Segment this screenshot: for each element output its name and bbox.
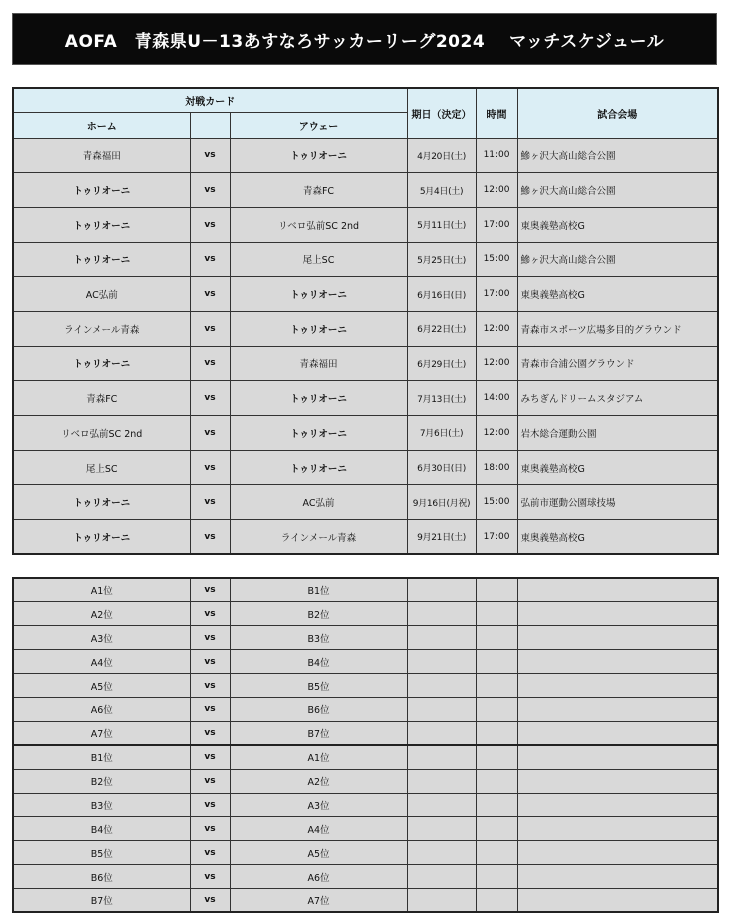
- home-team-cell: 青森FC: [13, 381, 190, 416]
- home-rank-cell: B7位: [13, 889, 190, 913]
- date-cell: [407, 674, 476, 698]
- time-cell: 18:00: [476, 450, 517, 485]
- time-cell: [476, 650, 517, 674]
- home-team-cell: トゥリオーニ: [13, 173, 190, 208]
- away-team-cell: トゥリオーニ: [230, 311, 407, 346]
- match-row: [13, 277, 718, 312]
- header-away: アウェー: [230, 112, 407, 138]
- venue-cell: [517, 650, 718, 674]
- venue-cell: 東奥義塾高校G: [517, 520, 718, 555]
- time-cell: [476, 674, 517, 698]
- date-cell: [407, 745, 476, 769]
- vs-cell: vs: [190, 769, 230, 793]
- header-venue: 試合会場: [517, 88, 718, 138]
- away-team-cell: トゥリオーニ: [230, 450, 407, 485]
- away-rank-cell: B2位: [230, 602, 407, 626]
- away-rank-cell: B5位: [230, 674, 407, 698]
- home-rank-cell: B6位: [13, 865, 190, 889]
- vs-cell: vs: [190, 793, 230, 817]
- away-rank-cell: B4位: [230, 650, 407, 674]
- date-cell: 9月16日(月祝): [407, 485, 476, 520]
- away-team-cell: 尾上SC: [230, 242, 407, 277]
- date-cell: [407, 602, 476, 626]
- time-cell: [476, 697, 517, 721]
- date-cell: 5月11日(土): [407, 207, 476, 242]
- venue-cell: [517, 745, 718, 769]
- time-cell: [476, 626, 517, 650]
- time-cell: 15:00: [476, 242, 517, 277]
- away-team-cell: リベロ弘前SC 2nd: [230, 207, 407, 242]
- time-cell: 15:00: [476, 485, 517, 520]
- venue-cell: 青森市スポーツ広場多目的グラウンド: [517, 311, 718, 346]
- vs-cell: vs: [190, 626, 230, 650]
- match-row: [13, 450, 718, 485]
- date-cell: 5月25日(土): [407, 242, 476, 277]
- away-rank-cell: A4位: [230, 817, 407, 841]
- venue-cell: 鰺ヶ沢大高山総合公園: [517, 173, 718, 208]
- time-cell: [476, 793, 517, 817]
- vs-cell: vs: [190, 138, 230, 173]
- page-title: AOFA 青森県U－13あすなろサッカーリーグ2024 マッチスケジュール: [12, 13, 717, 65]
- date-cell: 7月6日(土): [407, 416, 476, 451]
- away-rank-cell: B3位: [230, 626, 407, 650]
- time-cell: 17:00: [476, 277, 517, 312]
- time-cell: 17:00: [476, 207, 517, 242]
- date-cell: 6月30日(日): [407, 450, 476, 485]
- time-cell: 11:00: [476, 138, 517, 173]
- match-row: [13, 311, 718, 346]
- rank-match-row: [13, 793, 718, 817]
- time-cell: [476, 817, 517, 841]
- away-team-cell: トゥリオーニ: [230, 277, 407, 312]
- home-rank-cell: A4位: [13, 650, 190, 674]
- vs-cell: vs: [190, 841, 230, 865]
- venue-cell: みちぎんドリームスタジアム: [517, 381, 718, 416]
- time-cell: [476, 602, 517, 626]
- time-cell: [476, 865, 517, 889]
- vs-cell: vs: [190, 697, 230, 721]
- home-team-cell: トゥリオーニ: [13, 242, 190, 277]
- header-vs-blank: [190, 112, 230, 138]
- venue-cell: [517, 721, 718, 745]
- venue-cell: 鰺ヶ沢大高山総合公園: [517, 242, 718, 277]
- time-cell: 12:00: [476, 311, 517, 346]
- venue-cell: [517, 841, 718, 865]
- away-team-cell: トゥリオーニ: [230, 138, 407, 173]
- away-team-cell: ラインメール青森: [230, 520, 407, 555]
- date-cell: [407, 865, 476, 889]
- date-cell: [407, 817, 476, 841]
- vs-cell: vs: [190, 346, 230, 381]
- vs-cell: vs: [190, 242, 230, 277]
- away-team-cell: 青森FC: [230, 173, 407, 208]
- date-cell: [407, 793, 476, 817]
- venue-cell: [517, 769, 718, 793]
- rank-match-row: [13, 626, 718, 650]
- venue-cell: [517, 697, 718, 721]
- vs-cell: vs: [190, 650, 230, 674]
- venue-cell: [517, 626, 718, 650]
- away-rank-cell: B6位: [230, 697, 407, 721]
- venue-cell: [517, 889, 718, 913]
- home-rank-cell: B1位: [13, 745, 190, 769]
- date-cell: 6月22日(土): [407, 311, 476, 346]
- rank-match-row: [13, 769, 718, 793]
- vs-cell: vs: [190, 416, 230, 451]
- vs-cell: vs: [190, 721, 230, 745]
- vs-cell: vs: [190, 674, 230, 698]
- date-cell: 6月16日(日): [407, 277, 476, 312]
- date-cell: [407, 721, 476, 745]
- home-team-cell: トゥリオーニ: [13, 346, 190, 381]
- home-team-cell: 尾上SC: [13, 450, 190, 485]
- home-team-cell: 青森福田: [13, 138, 190, 173]
- away-rank-cell: B1位: [230, 578, 407, 602]
- vs-cell: vs: [190, 311, 230, 346]
- home-rank-cell: B4位: [13, 817, 190, 841]
- date-cell: 4月20日(土): [407, 138, 476, 173]
- match-row: [13, 346, 718, 381]
- header-time: 時間: [476, 88, 517, 138]
- header-date: 期日（決定）: [407, 88, 476, 138]
- time-cell: 12:00: [476, 416, 517, 451]
- vs-cell: vs: [190, 277, 230, 312]
- time-cell: 14:00: [476, 381, 517, 416]
- match-schedule-table: [12, 87, 719, 555]
- venue-cell: 弘前市運動公園球技場: [517, 485, 718, 520]
- time-cell: [476, 578, 517, 602]
- home-rank-cell: B5位: [13, 841, 190, 865]
- rank-match-row: [13, 650, 718, 674]
- date-cell: [407, 889, 476, 913]
- rank-match-row: [13, 697, 718, 721]
- date-cell: [407, 650, 476, 674]
- match-row: [13, 416, 718, 451]
- date-cell: [407, 769, 476, 793]
- vs-cell: vs: [190, 520, 230, 555]
- venue-cell: 東奥義塾高校G: [517, 450, 718, 485]
- date-cell: [407, 841, 476, 865]
- home-rank-cell: B2位: [13, 769, 190, 793]
- ranking-match-table: [12, 577, 719, 913]
- vs-cell: vs: [190, 485, 230, 520]
- vs-cell: vs: [190, 173, 230, 208]
- vs-cell: vs: [190, 381, 230, 416]
- away-rank-cell: A2位: [230, 769, 407, 793]
- home-team-cell: ラインメール青森: [13, 311, 190, 346]
- home-rank-cell: A6位: [13, 697, 190, 721]
- time-cell: [476, 889, 517, 913]
- match-row: [13, 381, 718, 416]
- away-rank-cell: A5位: [230, 841, 407, 865]
- time-cell: [476, 769, 517, 793]
- header-home: ホーム: [13, 112, 190, 138]
- venue-cell: 東奥義塾高校G: [517, 207, 718, 242]
- match-row: [13, 520, 718, 555]
- venue-cell: [517, 793, 718, 817]
- away-rank-cell: A3位: [230, 793, 407, 817]
- match-row: [13, 138, 718, 173]
- date-cell: [407, 578, 476, 602]
- home-rank-cell: A5位: [13, 674, 190, 698]
- time-cell: 12:00: [476, 346, 517, 381]
- vs-cell: vs: [190, 578, 230, 602]
- rank-match-row: [13, 817, 718, 841]
- vs-cell: vs: [190, 450, 230, 485]
- time-cell: [476, 841, 517, 865]
- date-cell: [407, 697, 476, 721]
- date-cell: 7月13日(土): [407, 381, 476, 416]
- time-cell: [476, 745, 517, 769]
- home-rank-cell: A7位: [13, 721, 190, 745]
- rank-match-row: [13, 889, 718, 913]
- away-rank-cell: A7位: [230, 889, 407, 913]
- venue-cell: [517, 578, 718, 602]
- date-cell: [407, 626, 476, 650]
- home-rank-cell: A3位: [13, 626, 190, 650]
- away-team-cell: トゥリオーニ: [230, 381, 407, 416]
- venue-cell: 岩木総合運動公園: [517, 416, 718, 451]
- vs-cell: vs: [190, 602, 230, 626]
- venue-cell: [517, 602, 718, 626]
- away-team-cell: AC弘前: [230, 485, 407, 520]
- rank-match-row: [13, 841, 718, 865]
- rank-match-row: [13, 865, 718, 889]
- date-cell: 6月29日(土): [407, 346, 476, 381]
- home-rank-cell: B3位: [13, 793, 190, 817]
- match-row: [13, 242, 718, 277]
- home-rank-cell: A1位: [13, 578, 190, 602]
- home-team-cell: AC弘前: [13, 277, 190, 312]
- rank-match-row: [13, 745, 718, 769]
- home-team-cell: トゥリオーニ: [13, 520, 190, 555]
- home-rank-cell: A2位: [13, 602, 190, 626]
- match-row: [13, 207, 718, 242]
- away-team-cell: トゥリオーニ: [230, 416, 407, 451]
- vs-cell: vs: [190, 817, 230, 841]
- time-cell: 12:00: [476, 173, 517, 208]
- vs-cell: vs: [190, 889, 230, 913]
- venue-cell: [517, 674, 718, 698]
- venue-cell: [517, 817, 718, 841]
- time-cell: 17:00: [476, 520, 517, 555]
- venue-cell: 青森市合浦公園グラウンド: [517, 346, 718, 381]
- rank-match-row: [13, 721, 718, 745]
- vs-cell: vs: [190, 745, 230, 769]
- time-cell: [476, 721, 517, 745]
- away-rank-cell: A1位: [230, 745, 407, 769]
- rank-match-row: [13, 578, 718, 602]
- rank-match-row: [13, 602, 718, 626]
- away-rank-cell: A6位: [230, 865, 407, 889]
- home-team-cell: リベロ弘前SC 2nd: [13, 416, 190, 451]
- venue-cell: [517, 865, 718, 889]
- away-rank-cell: B7位: [230, 721, 407, 745]
- rank-match-row: [13, 674, 718, 698]
- away-team-cell: 青森福田: [230, 346, 407, 381]
- header-match-card: 対戦カード: [13, 88, 407, 112]
- date-cell: 5月4日(土): [407, 173, 476, 208]
- match-row: [13, 485, 718, 520]
- home-team-cell: トゥリオーニ: [13, 207, 190, 242]
- vs-cell: vs: [190, 207, 230, 242]
- match-row: [13, 173, 718, 208]
- venue-cell: 東奥義塾高校G: [517, 277, 718, 312]
- venue-cell: 鰺ヶ沢大高山総合公園: [517, 138, 718, 173]
- vs-cell: vs: [190, 865, 230, 889]
- date-cell: 9月21日(土): [407, 520, 476, 555]
- home-team-cell: トゥリオーニ: [13, 485, 190, 520]
